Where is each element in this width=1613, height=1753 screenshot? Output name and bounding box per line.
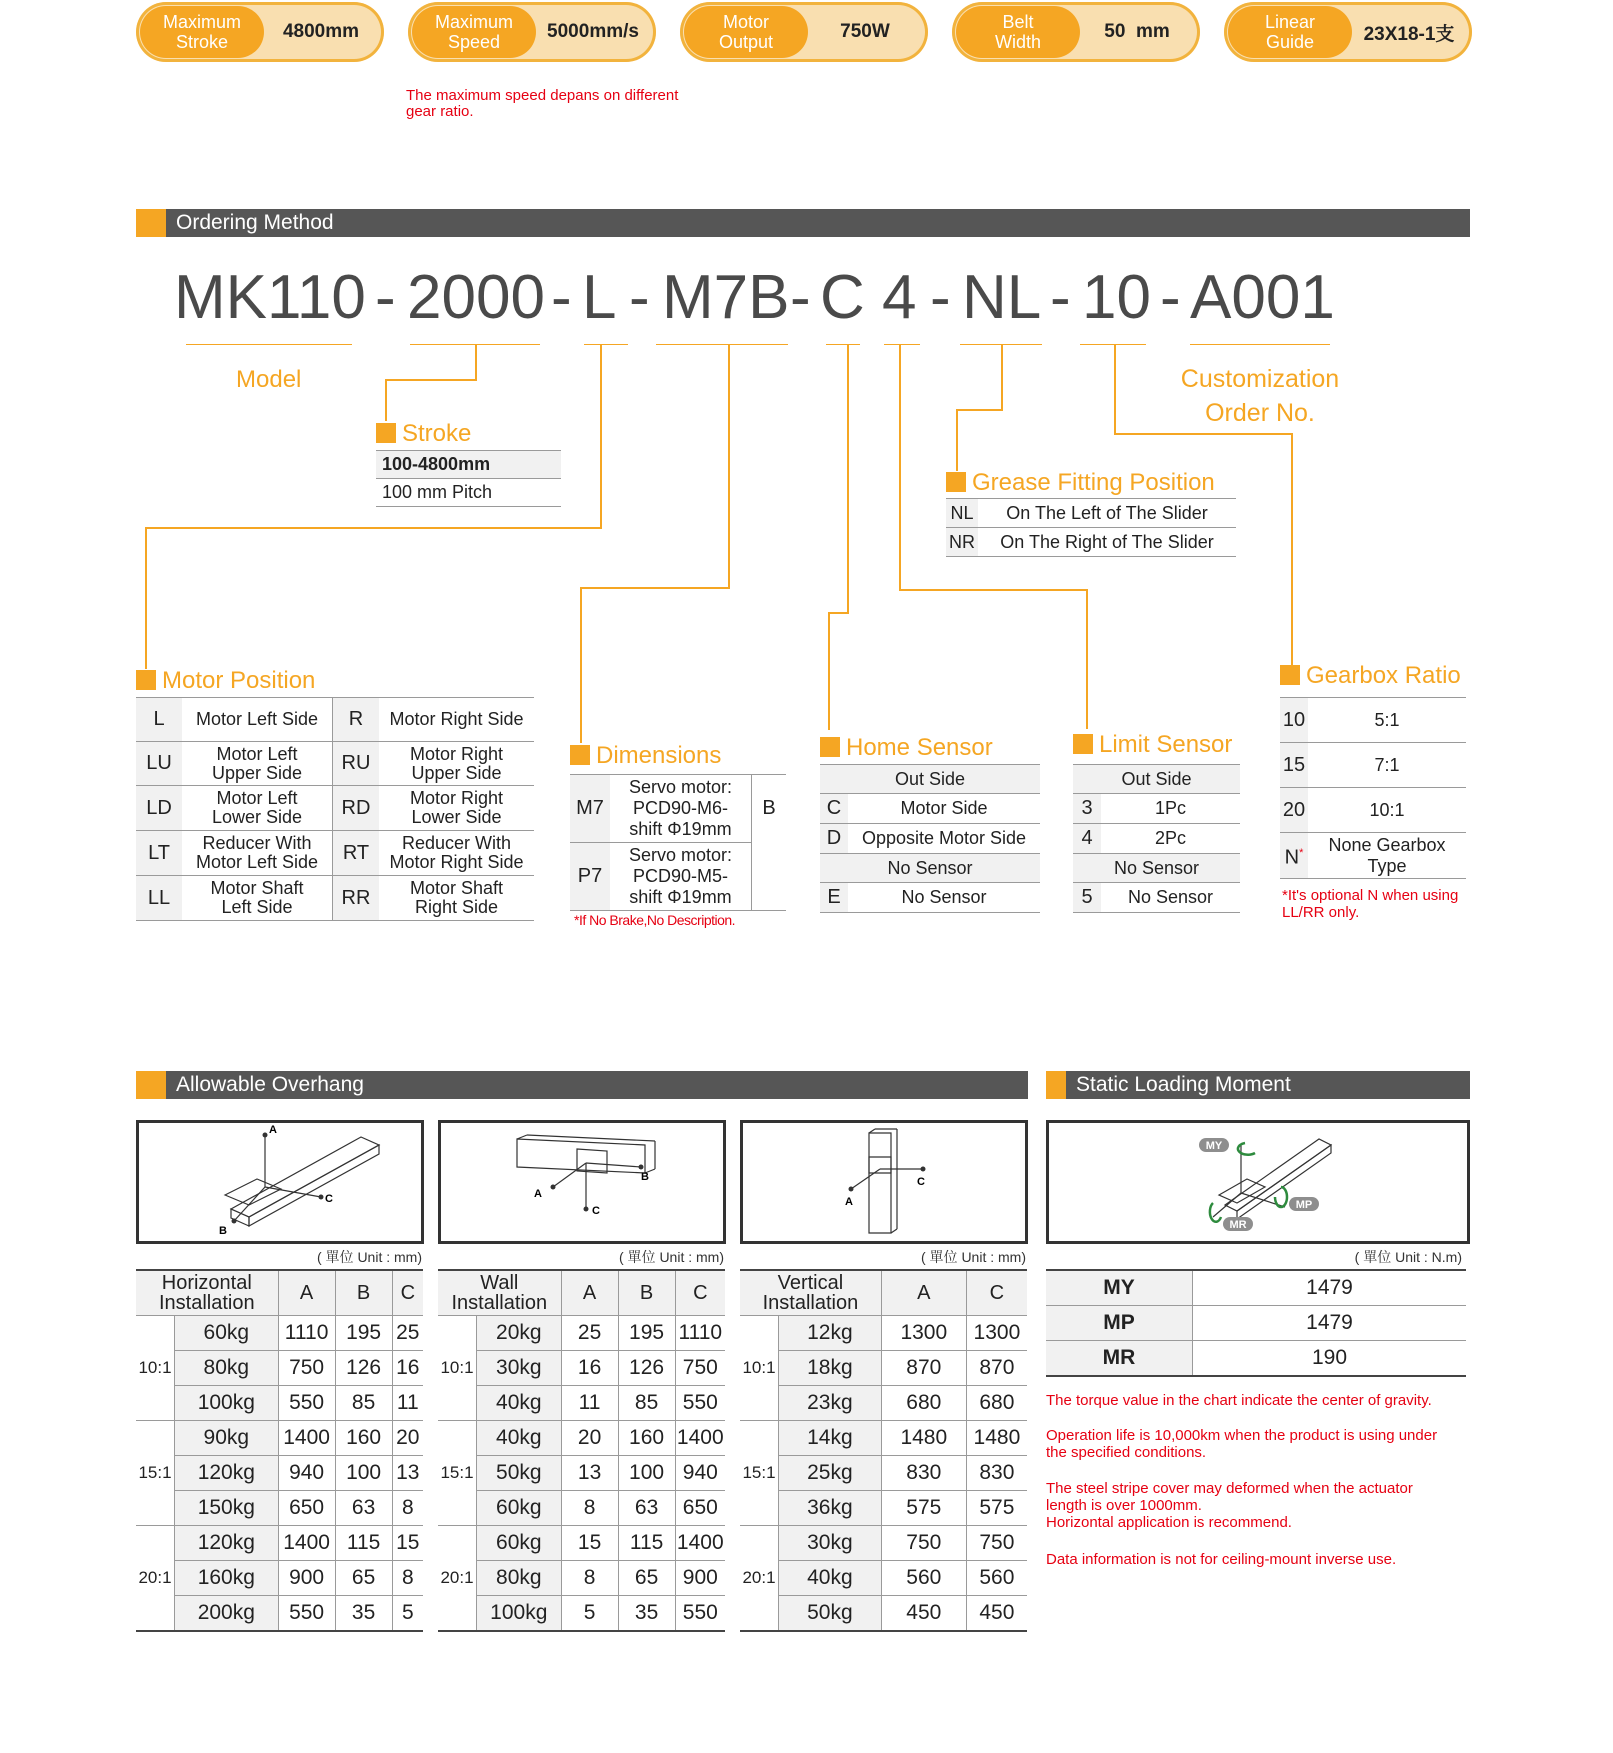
value-cell: 11 — [561, 1385, 618, 1420]
code-dash: - — [375, 263, 396, 332]
load-cell: 50kg — [477, 1455, 562, 1490]
diagram-label: B — [219, 1225, 227, 1237]
ordering-header-bar — [136, 209, 1470, 237]
gb-desc: 7:1 — [1308, 743, 1466, 788]
hs-desc: Opposite Motor Side — [848, 824, 1040, 854]
dimensions-table — [570, 774, 786, 911]
horizontal-install-table — [136, 1269, 423, 1632]
grease-table — [946, 498, 1236, 557]
mp-code: LD — [136, 786, 182, 831]
moment-value: 1479 — [1193, 1270, 1467, 1306]
value-cell: 750 — [278, 1350, 335, 1385]
ratio-cell: 15:1 — [740, 1420, 779, 1525]
dim-code: P7 — [570, 843, 610, 911]
wall-install-table — [438, 1269, 725, 1632]
load-cell: 23kg — [779, 1385, 882, 1420]
value-cell: 85 — [335, 1385, 392, 1420]
spec-pill-belt — [952, 2, 1200, 62]
gearbox-heading: Gearbox Ratio — [1280, 662, 1461, 690]
spec-pill-guide — [1224, 2, 1472, 62]
value-cell: 11 — [392, 1385, 423, 1420]
code-dimensions: M7B — [662, 263, 790, 332]
overhang-unit: ( 單位 Unit : mm) — [317, 1249, 422, 1265]
value-cell: 65 — [335, 1560, 392, 1595]
moment-value: 190 — [1193, 1341, 1467, 1377]
value-cell: 25 — [392, 1315, 423, 1350]
value-cell: 100 — [335, 1455, 392, 1490]
diagram-label: A — [269, 1124, 277, 1136]
value-cell: 8 — [392, 1490, 423, 1525]
diagram-label: C — [592, 1205, 600, 1217]
code-limit-sensor: 4 — [882, 263, 917, 332]
load-cell: 200kg — [175, 1595, 279, 1631]
value-cell: 900 — [278, 1560, 335, 1595]
code-stroke: 2000 — [407, 263, 545, 332]
value-cell: 1110 — [278, 1315, 335, 1350]
limit-sensor-header: Out Side — [1073, 765, 1240, 794]
load-cell: 80kg — [477, 1560, 562, 1595]
moment-label: MY — [1205, 1140, 1223, 1152]
grease-desc: On The Left of The Slider — [978, 499, 1236, 528]
spec-label: Maximum Stroke — [140, 6, 264, 58]
grease-heading: Grease Fitting Position — [946, 469, 1215, 497]
hs-desc: No Sensor — [848, 883, 1040, 913]
ordering-title: Ordering Method — [176, 211, 334, 234]
mp-code: LU — [136, 742, 182, 786]
value-cell: 126 — [335, 1350, 392, 1385]
diagram-label: C — [917, 1176, 925, 1188]
load-cell: 120kg — [175, 1455, 279, 1490]
spec-pill-speed — [408, 2, 656, 62]
value-cell: 13 — [561, 1455, 618, 1490]
value-cell: 63 — [618, 1490, 675, 1525]
ratio-cell: 15:1 — [438, 1420, 477, 1525]
load-cell: 60kg — [477, 1490, 562, 1525]
table-header: C — [675, 1270, 725, 1315]
moment-value: 1479 — [1193, 1306, 1467, 1341]
load-cell: 150kg — [175, 1490, 279, 1525]
load-cell: 80kg — [175, 1350, 279, 1385]
table-header: Wall Installation — [438, 1270, 561, 1315]
diagram-label: A — [534, 1188, 542, 1200]
table-header: C — [392, 1270, 423, 1315]
table-header: A — [278, 1270, 335, 1315]
value-cell: 870 — [966, 1350, 1027, 1385]
spec-value: 4800mm — [282, 21, 360, 42]
static-note-3: The steel stripe cover may deformed when the actuator length is over 1000mm. Horizontal application is recommend. — [1046, 1480, 1413, 1531]
value-cell: 650 — [675, 1490, 725, 1525]
value-cell: 575 — [881, 1490, 966, 1525]
hs-desc: No Sensor — [820, 854, 1040, 883]
value-cell: 115 — [618, 1525, 675, 1560]
value-cell: 115 — [335, 1525, 392, 1560]
hs-code: C — [820, 794, 848, 824]
static-note-2: Operation life is 10,000km when the product is using under the specified conditions. — [1046, 1427, 1438, 1461]
mp-code: R — [333, 698, 380, 742]
hs-desc: Motor Side — [848, 794, 1040, 824]
value-cell: 1110 — [675, 1315, 725, 1350]
spec-label: Maximum Speed — [412, 6, 536, 58]
moment-name: MR — [1046, 1341, 1193, 1377]
load-cell: 30kg — [779, 1525, 882, 1560]
stroke-range: 100-4800mm — [376, 451, 561, 479]
value-cell: 20 — [392, 1420, 423, 1455]
table-header: Vertical Installation — [740, 1270, 881, 1315]
value-cell: 1480 — [881, 1420, 966, 1455]
dim-desc: Servo motor: PCD90-M5- shift Φ19mm — [610, 843, 752, 911]
mp-desc: Motor Left Side — [182, 698, 333, 742]
ratio-cell: 20:1 — [740, 1525, 779, 1631]
ls-desc: No Sensor — [1073, 854, 1240, 883]
value-cell: 750 — [675, 1350, 725, 1385]
load-cell: 100kg — [477, 1595, 562, 1631]
load-cell: 60kg — [175, 1315, 279, 1350]
moment-label: MR — [1229, 1219, 1247, 1231]
vertical-install-diagram — [740, 1120, 1028, 1244]
value-cell: 900 — [675, 1560, 725, 1595]
mp-code: RT — [333, 831, 380, 876]
code-gearbox: 10 — [1082, 263, 1151, 332]
value-cell: 20 — [561, 1420, 618, 1455]
gb-code: 10 — [1280, 698, 1308, 743]
dim-code: M7 — [570, 775, 610, 843]
value-cell: 750 — [881, 1525, 966, 1560]
value-cell: 830 — [966, 1455, 1027, 1490]
static-moment-table — [1046, 1269, 1466, 1377]
load-cell: 50kg — [779, 1595, 882, 1631]
code-grease: NL — [962, 263, 1042, 332]
value-cell: 450 — [881, 1595, 966, 1631]
value-cell: 680 — [881, 1385, 966, 1420]
overhang-unit: ( 單位 Unit : mm) — [921, 1249, 1026, 1265]
custom-label: Customization Order No. — [1180, 365, 1340, 427]
dimensions-note: *If No Brake,No Description. — [574, 912, 736, 928]
gb-code: N — [1284, 846, 1300, 869]
ls-desc: 2Pc — [1101, 824, 1240, 854]
mp-code: L — [136, 698, 182, 742]
home-sensor-heading: Home Sensor — [820, 734, 993, 762]
value-cell: 126 — [618, 1350, 675, 1385]
value-cell: 8 — [392, 1560, 423, 1595]
code-model: MK110 — [174, 263, 366, 332]
mp-code: LL — [136, 876, 182, 921]
grease-code: NR — [946, 528, 978, 557]
value-cell: 450 — [966, 1595, 1027, 1631]
value-cell: 650 — [278, 1490, 335, 1525]
value-cell: 1480 — [966, 1420, 1027, 1455]
code-dash: - — [1160, 263, 1181, 332]
code-motor-position: L — [582, 263, 617, 332]
value-cell: 680 — [966, 1385, 1027, 1420]
value-cell: 16 — [392, 1350, 423, 1385]
code-dash: - — [930, 263, 951, 332]
value-cell: 8 — [561, 1490, 618, 1525]
static-unit: ( 單位 Unit : N.m) — [1354, 1249, 1462, 1265]
load-cell: 40kg — [779, 1560, 882, 1595]
hs-code: E — [820, 883, 848, 913]
value-cell: 940 — [675, 1455, 725, 1490]
code-dash: - — [551, 263, 572, 332]
ratio-cell: 20:1 — [438, 1525, 477, 1631]
value-cell: 85 — [618, 1385, 675, 1420]
load-cell: 20kg — [477, 1315, 562, 1350]
ratio-cell: 15:1 — [136, 1420, 175, 1525]
value-cell: 16 — [561, 1350, 618, 1385]
motor-position-heading: Motor Position — [136, 667, 315, 695]
spec-value: 750W — [840, 21, 890, 42]
gb-star: * — [1299, 846, 1304, 859]
value-cell: 550 — [278, 1595, 335, 1631]
value-cell: 750 — [966, 1525, 1027, 1560]
mp-desc: Reducer With Motor Right Side — [379, 831, 534, 876]
mp-desc: Motor Left Upper Side — [182, 742, 333, 786]
value-cell: 575 — [966, 1490, 1027, 1525]
speed-note: The maximum speed depans on different gear ratio. — [406, 87, 679, 120]
static-moment-diagram — [1046, 1120, 1470, 1244]
table-header: A — [561, 1270, 618, 1315]
ls-desc: No Sensor — [1101, 883, 1240, 913]
spec-label: Belt Width — [956, 6, 1080, 58]
moment-label: MP — [1295, 1199, 1313, 1211]
load-cell: 90kg — [175, 1420, 279, 1455]
value-cell: 35 — [335, 1595, 392, 1631]
limit-sensor-heading: Limit Sensor — [1073, 731, 1232, 759]
load-cell: 40kg — [477, 1385, 562, 1420]
value-cell: 160 — [335, 1420, 392, 1455]
mp-code: RR — [333, 876, 380, 921]
code-home-sensor: C — [820, 263, 865, 332]
load-cell: 30kg — [477, 1350, 562, 1385]
ratio-cell: 10:1 — [136, 1315, 175, 1420]
value-cell: 560 — [881, 1560, 966, 1595]
table-header: C — [966, 1270, 1027, 1315]
load-cell: 12kg — [779, 1315, 882, 1350]
ratio-cell: 20:1 — [136, 1525, 175, 1631]
value-cell: 1400 — [675, 1420, 725, 1455]
mp-desc: Motor Right Upper Side — [379, 742, 534, 786]
load-cell: 100kg — [175, 1385, 279, 1420]
dim-desc: Servo motor: PCD90-M6- shift Φ19mm — [610, 775, 752, 843]
value-cell: 65 — [618, 1560, 675, 1595]
mp-desc: Motor Shaft Right Side — [379, 876, 534, 921]
model-label: Model — [236, 366, 302, 393]
value-cell: 1300 — [881, 1315, 966, 1350]
limit-sensor-table — [1073, 764, 1240, 913]
value-cell: 560 — [966, 1560, 1027, 1595]
value-cell: 5 — [561, 1595, 618, 1631]
table-header: Horizontal Installation — [136, 1270, 278, 1315]
load-cell: 40kg — [477, 1420, 562, 1455]
static-header-bar — [1046, 1071, 1470, 1099]
mp-desc: Motor Shaft Left Side — [182, 876, 333, 921]
overhang-unit: ( 單位 Unit : mm) — [619, 1249, 724, 1265]
load-cell: 120kg — [175, 1525, 279, 1560]
table-header: B — [335, 1270, 392, 1315]
value-cell: 830 — [881, 1455, 966, 1490]
value-cell: 1300 — [966, 1315, 1027, 1350]
gearbox-note: *It's optional N when using LL/RR only. — [1282, 887, 1459, 921]
ls-code: 4 — [1073, 824, 1101, 854]
code-dash: - — [790, 263, 811, 332]
mp-desc: Reducer With Motor Left Side — [182, 831, 333, 876]
load-cell: 36kg — [779, 1490, 882, 1525]
value-cell: 25 — [561, 1315, 618, 1350]
ratio-cell: 10:1 — [740, 1315, 779, 1420]
ratio-cell: 10:1 — [438, 1315, 477, 1420]
mp-desc: Motor Right Lower Side — [379, 786, 534, 831]
ls-code: 5 — [1073, 883, 1101, 913]
gb-code: 15 — [1280, 743, 1308, 788]
gb-desc: None Gearbox Type — [1308, 833, 1466, 879]
value-cell: 13 — [392, 1455, 423, 1490]
mp-code: RD — [333, 786, 380, 831]
dim-brake-code: B — [752, 775, 787, 911]
value-cell: 35 — [618, 1595, 675, 1631]
home-sensor-header: Out Side — [820, 765, 1040, 794]
value-cell: 1400 — [278, 1525, 335, 1560]
home-sensor-table — [820, 764, 1040, 913]
code-dash: - — [1050, 263, 1071, 332]
hs-code: D — [820, 824, 848, 854]
spec-value: 5000mm/s — [547, 21, 639, 42]
stroke-pitch: 100 mm Pitch — [376, 479, 561, 507]
diagram-label: B — [641, 1171, 649, 1183]
code-dash: - — [629, 263, 650, 332]
overhang-title: Allowable Overhang — [176, 1073, 364, 1096]
spec-label: Motor Output — [684, 6, 808, 58]
vertical-install-table — [740, 1269, 1027, 1632]
moment-name: MP — [1046, 1306, 1193, 1341]
spec-value: 50 mm — [1104, 21, 1170, 42]
ls-desc: 1Pc — [1101, 794, 1240, 824]
value-cell: 100 — [618, 1455, 675, 1490]
spec-pill-motor — [680, 2, 928, 62]
wall-install-diagram — [438, 1120, 726, 1244]
horizontal-install-diagram — [136, 1120, 424, 1244]
value-cell: 1400 — [278, 1420, 335, 1455]
load-cell: 25kg — [779, 1455, 882, 1490]
value-cell: 550 — [675, 1595, 725, 1631]
value-cell: 15 — [392, 1525, 423, 1560]
value-cell: 940 — [278, 1455, 335, 1490]
spec-value: 23X18-1支 — [1363, 23, 1455, 45]
ls-code: 3 — [1073, 794, 1101, 824]
static-title: Static Loading Moment — [1076, 1073, 1291, 1096]
stroke-heading: Stroke — [376, 420, 471, 448]
load-cell: 18kg — [779, 1350, 882, 1385]
mp-code: RU — [333, 742, 380, 786]
value-cell: 550 — [278, 1385, 335, 1420]
motor-position-table — [136, 697, 534, 921]
mp-desc: Motor Left Lower Side — [182, 786, 333, 831]
grease-code: NL — [946, 499, 978, 528]
gb-desc: 10:1 — [1308, 788, 1466, 833]
spec-pill-stroke — [136, 2, 384, 62]
load-cell: 60kg — [477, 1525, 562, 1560]
mp-desc: Motor Right Side — [379, 698, 534, 742]
gb-desc: 5:1 — [1308, 698, 1466, 743]
code-custom: A001 — [1190, 263, 1335, 332]
spec-label: Linear Guide — [1228, 6, 1352, 58]
value-cell: 195 — [335, 1315, 392, 1350]
value-cell: 870 — [881, 1350, 966, 1385]
stroke-table — [376, 450, 561, 507]
load-cell: 160kg — [175, 1560, 279, 1595]
static-note-1: The torque value in the chart indicate the center of gravity. — [1046, 1392, 1432, 1409]
value-cell: 550 — [675, 1385, 725, 1420]
value-cell: 1400 — [675, 1525, 725, 1560]
table-header: B — [618, 1270, 675, 1315]
static-note-4: Data information is not for ceiling-mount inverse use. — [1046, 1551, 1397, 1568]
table-header: A — [881, 1270, 966, 1315]
moment-name: MY — [1046, 1270, 1193, 1306]
value-cell: 8 — [561, 1560, 618, 1595]
value-cell: 15 — [561, 1525, 618, 1560]
gearbox-table — [1280, 697, 1466, 879]
gb-code: 20 — [1280, 788, 1308, 833]
diagram-label: A — [845, 1196, 853, 1208]
load-cell: 14kg — [779, 1420, 882, 1455]
mp-code: LT — [136, 831, 182, 876]
dimensions-heading: Dimensions — [570, 742, 721, 770]
value-cell: 160 — [618, 1420, 675, 1455]
grease-desc: On The Right of The Slider — [978, 528, 1236, 557]
value-cell: 63 — [335, 1490, 392, 1525]
overhang-header-bar — [136, 1071, 1028, 1099]
diagram-label: C — [325, 1193, 333, 1205]
value-cell: 195 — [618, 1315, 675, 1350]
value-cell: 5 — [392, 1595, 423, 1631]
